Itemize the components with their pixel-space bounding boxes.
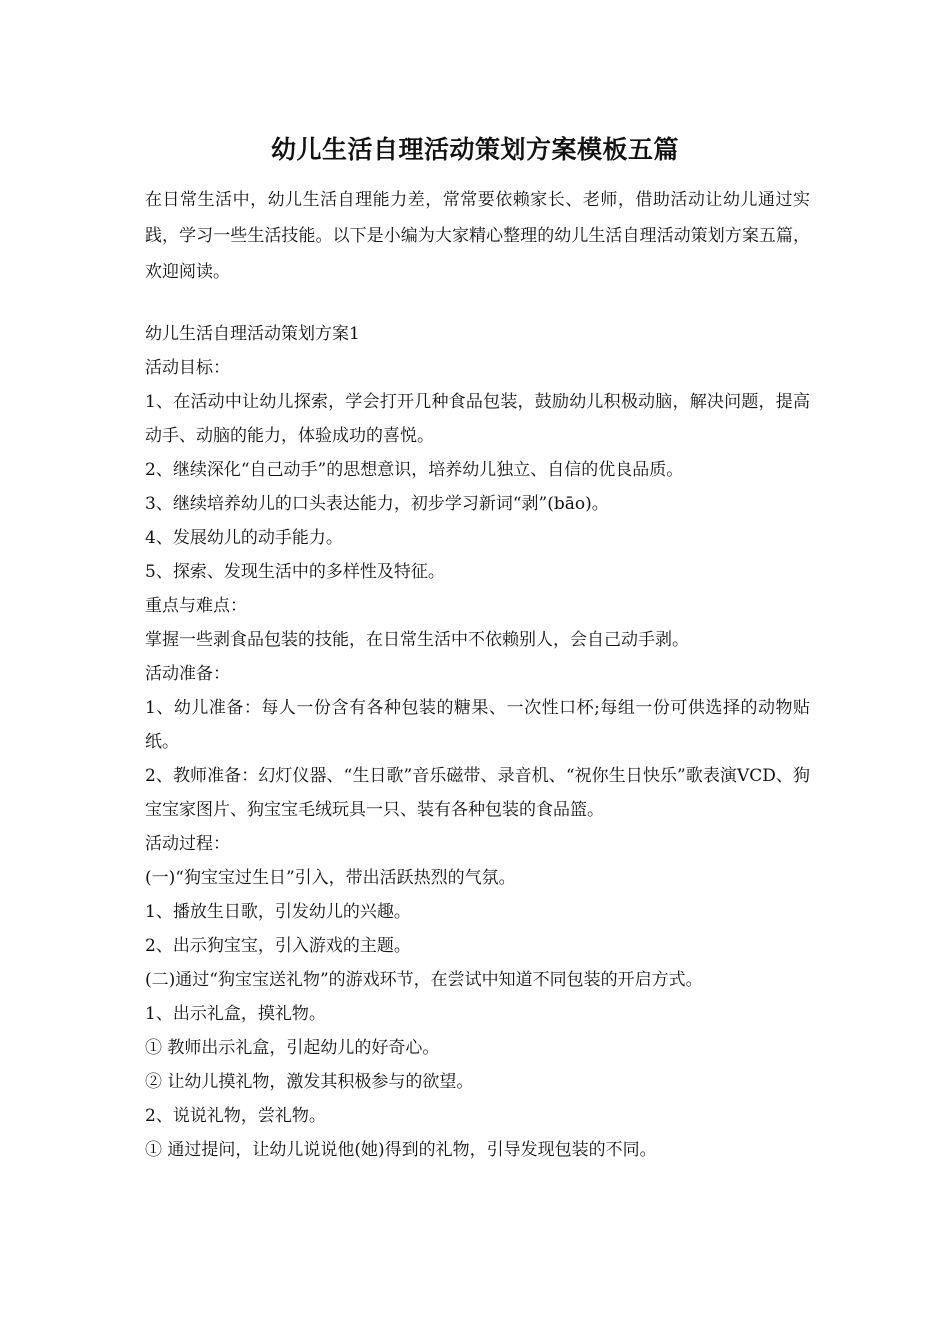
- intro-paragraph: 在日常生活中，幼儿生活自理能力差，常常要依赖家长、老师，借助活动让幼儿通过实践，学习一些生活技能。以下是小编为大家精心整理的幼儿生活自理活动策划方案五篇，欢迎阅读。: [145, 190, 810, 282]
- subheading-goals: 活动目标：: [145, 358, 230, 378]
- subheading-key-points: 重点与难点：: [145, 596, 247, 616]
- process-step: (一)“狗宝宝过生日”引入，带出活跃热烈的气氛。: [145, 868, 516, 888]
- process-substep: 1、播放生日歌，引发幼儿的兴趣。: [145, 902, 411, 922]
- document-body: [145, 182, 810, 1167]
- subheading-preparation: 活动准备：: [145, 664, 230, 684]
- process-step: (二)通过“狗宝宝送礼物”的游戏环节，在尝试中知道不同包装的开启方式。: [145, 970, 703, 990]
- process-substep: 2、说说礼物，尝礼物。: [145, 1106, 326, 1126]
- process-detail: ① 教师出示礼盒，引起幼儿的好奇心。: [145, 1038, 440, 1058]
- goal-item: 2、继续深化“自己动手”的思想意识，培养幼儿独立、自信的优良品质。: [145, 460, 684, 480]
- goal-item: 5、探索、发现生活中的多样性及特征。: [145, 562, 445, 582]
- goal-item: 3、继续培养幼儿的口头表达能力，初步学习新词“剥”(bāo)。: [145, 494, 609, 514]
- subheading-process: 活动过程：: [145, 834, 230, 854]
- paragraph-gap: [145, 290, 810, 317]
- section-heading: 幼儿生活自理活动策划方案1: [145, 324, 360, 344]
- process-detail: ② 让幼儿摸礼物，激发其积极参与的欲望。: [145, 1072, 474, 1092]
- process-substep: 1、出示礼盒，摸礼物。: [145, 1004, 326, 1024]
- preparation-item: 1、幼儿准备：每人一份含有各种包装的糖果、一次性口杯;每组一份可供选择的动物贴纸。: [145, 698, 810, 752]
- preparation-item: 2、教师准备：幻灯仪器、“生日歌”音乐磁带、录音机、“祝你生日快乐”歌表演VCD、狗宝宝家图片、狗宝宝毛绒玩具一只、装有各种包装的食品篮。: [145, 766, 810, 820]
- process-substep: 2、出示狗宝宝，引入游戏的主题。: [145, 936, 411, 956]
- key-point-text: 掌握一些剥食品包装的技能，在日常生活中不依赖别人，会自己动手剥。: [145, 630, 689, 650]
- goal-item: 4、发展幼儿的动手能力。: [145, 528, 343, 548]
- goal-item: 1、在活动中让幼儿探索，学会打开几种食品包装，鼓励幼儿积极动脑，解决问题，提高动手、动脑的能力，体验成功的喜悦。: [145, 392, 810, 446]
- process-detail: ① 通过提问，让幼儿说说他(她)得到的礼物，引导发现包装的不同。: [145, 1140, 657, 1160]
- document-title: 幼儿生活自理活动策划方案模板五篇: [270, 135, 679, 164]
